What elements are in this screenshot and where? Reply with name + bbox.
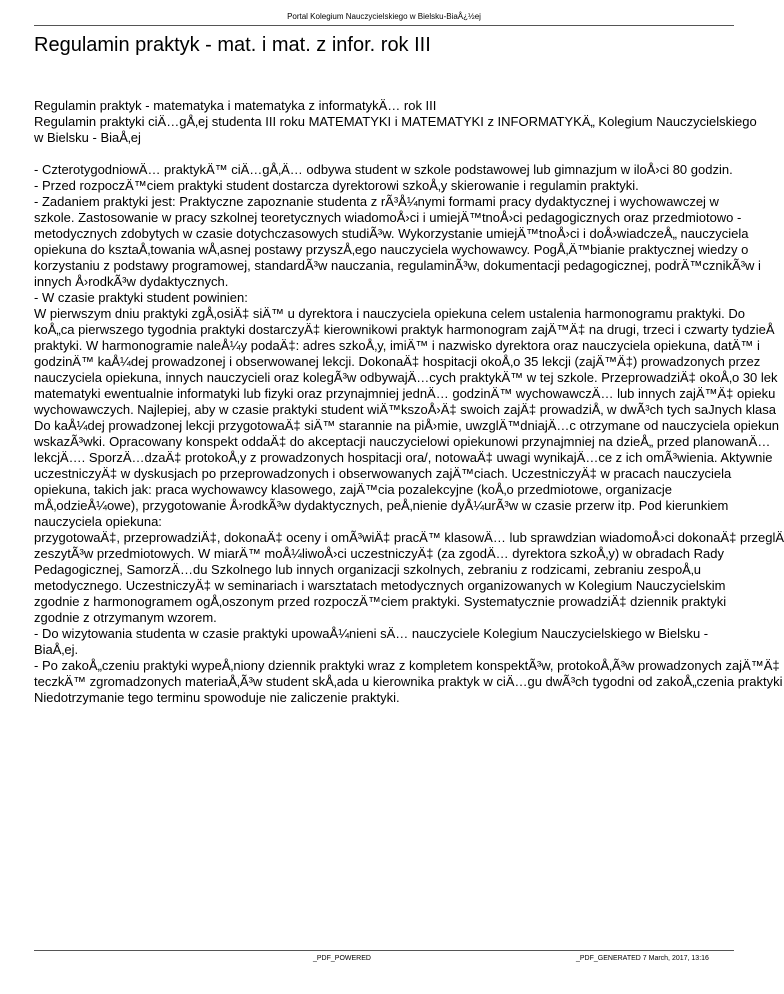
body-line: Niedotrzymanie tego terminu spowoduje nie zaliczenie praktyki. <box>34 690 400 705</box>
body-line: nauczyciela opiekuna, innych nauczycieli oraz kolegÃ³w odbywajÄ…cych praktykÄ™ w tej szkole. PrzeprowadziÄ‡ okoÅ‚o 30 lek <box>34 370 778 385</box>
body-line: zeszytÃ³w przedmiotowych. W miarÄ™ moÅ¼liwoÅ›ci uczestniczyÄ‡ (za zgodÄ… dyrektora szkoÅ‚y) w obradach Rady <box>34 546 724 561</box>
footer-powered: _PDF_POWERED <box>313 955 371 962</box>
intro-line: Regulamin praktyk - matematyka i matematyka z informatykÄ… rok III <box>34 98 437 113</box>
body-line: uczestniczyÄ‡ w dyskusjach po przeprowadzonych i obserwowanych zajÄ™ciach. UczestniczyÄ‡ w pracach nauczyciela <box>34 466 732 481</box>
body-line: lekcjÄ…. SporzÄ…dzaÄ‡ protokoÅ‚y z prowadzonych hospitacji ora/, notowaÄ‡ uwagi wynikajÄ…ce z ich omÃ³wienia. Aktywnie <box>34 450 773 465</box>
body-line: - W czasie praktyki student powinien: <box>34 290 248 305</box>
body-line: zgodnie z otrzymanym wzorem. <box>34 610 217 625</box>
page-title: Regulamin praktyk - mat. i mat. z infor. rok III <box>34 34 431 56</box>
body-line: praktyki. W harmonogramie naleÅ¼y podaÄ‡: adres szkoÅ‚y, imiÄ™ i nazwisko dyrektora oraz nauczyciela opiekuna, datÄ™ i <box>34 338 760 353</box>
body-line: matematyki ewentualnie informatyki lub fizyki oraz przynajmniej jednÄ… godzinÄ™ wychowawczÄ… lub innych zajÄ™Ä‡ opieku <box>34 386 776 401</box>
body-line: Pedagogicznej, SamorzÄ…du Szkolnego lub innych organizacji szkolnych, zebraniu z rodzicami, zebraniu zespoÅ‚u <box>34 562 701 577</box>
footer-generated: _PDF_GENERATED 7 March, 2017, 13:16 <box>576 955 709 962</box>
body-line: opiekuna, takich jak: praca wychowawcy klasowego, zajÄ™cia pozalekcyjne (koÅ‚o przedmiotowe, organizacje <box>34 482 673 497</box>
body-line: metodycznego. UczestniczyÄ‡ w seminariach i warsztatach metodycznych organizowanych w Kolegium Nauczycielskim <box>34 578 726 593</box>
body-line: - Po zakoÅ„czeniu praktyki wypeÅ‚niony dziennik praktyki wraz z kompletem konspektÃ³w, protokoÅ‚Ã³w prowadzonych zajÄ™Ä‡ <box>34 658 780 673</box>
intro-line: w Bielsku - BiaÅ‚ej <box>34 130 141 145</box>
intro-line: Regulamin praktyki ciÄ…gÅ‚ej studenta III roku MATEMATYKI i MATEMATYKI z INFORMATYKÄ„ Kolegium Nauczycielskiego <box>34 114 757 129</box>
body-line: metodycznych zdobytych w czasie dotychczasowych studiÃ³w. Wykorzystanie umiejÄ™tnoÅ›ci i doÅ›wiadczeÅ„ nauczyciela <box>34 226 749 241</box>
body-line: opiekuna do ksztaÅ‚towania wÅ‚asnej postawy przyszÅ‚ego nauczyciela wychowawcy. PogÅ‚Ä™bianie praktycznej wiedzy o <box>34 242 749 257</box>
body-line: nauczyciela opiekuna: <box>34 514 162 529</box>
footer-divider <box>34 950 734 951</box>
body-line: mÅ‚odzieÅ¼owe), przygotowanie Å›rodkÃ³w dydaktycznych, peÅ‚nienie dyÅ¼urÃ³w w czasie przerw itp. Pod kierunkiem <box>34 498 729 513</box>
body-line: wskazÃ³wki. Opracowany konspekt oddaÄ‡ do akceptacji nauczycielowi opiekunowi przynajmniej na dzieÅ„ przed planowanÄ… <box>34 434 771 449</box>
body-line: BiaÅ‚ej. <box>34 642 79 657</box>
page-header-title: Portal Kolegium Nauczycielskiego w Bielsku-BiaÅ¿½ej <box>287 12 481 21</box>
intro-block <box>34 98 768 146</box>
regulation-body <box>34 162 784 706</box>
body-line: wychowawczych. Najlepiej, aby w czasie praktyki student wiÄ™kszoÅ›Ä‡ swoich zajÄ‡ prowadziÅ‚ w dwÃ³ch tych saJnych klasa <box>34 402 777 417</box>
body-line: - Zadaniem praktyki jest: Praktyczne zapoznanie studenta z rÃ³Å¼nymi formami pracy dydaktycznej i wychowawczej w <box>34 194 719 209</box>
document-content <box>34 98 784 705</box>
body-line: innych Å›rodkÃ³w dydaktycznych. <box>34 274 229 289</box>
body-line: - Do wizytowania studenta w czasie praktyki upowaÅ¼nieni sÄ… nauczyciele Kolegium Nauczycielskiego w Bielsku - <box>34 626 709 641</box>
body-line: - Przed rozpoczÄ™ciem praktyki student dostarcza dyrektorowi szkoÅ‚y skierowanie i regulamin praktyki. <box>34 178 639 193</box>
header-divider <box>34 25 734 26</box>
body-line: godzinÄ™ kaÅ¼dej prowadzonej i obserwowanej lekcji. DokonaÄ‡ hospitacji okoÅ‚o 35 lekcji (zajÄ™Ä‡) prowadzonych przez <box>34 354 761 369</box>
body-line: przygotowaÄ‡, przeprowadziÄ‡, dokonaÄ‡ oceny i omÃ³wiÄ‡ pracÄ™ klasowÄ… lub sprawdzian wiadomoÅ›ci dokonaÄ‡ przeglÄ <box>34 530 784 545</box>
body-line: korzystaniu z podstawy programowej, standardÃ³w nauczania, regulaminÃ³w, dokumentacji pedagogicznej, podrÄ™cznikÃ³w i <box>34 258 761 273</box>
body-line: - CzterotygodniowÄ… praktykÄ™ ciÄ…gÅ‚Ä… odbywa student w szkole podstawowej lub gimnazjum w iloÅ›ci 80 godzin. <box>34 162 733 177</box>
body-line: W pierwszym dniu praktyki zgÅ‚osiÄ‡ siÄ™ u dyrektora i nauczyciela opiekuna celem ustalenia harmonogramu praktyki. Do <box>34 306 745 321</box>
body-line: zgodnie z harmonogramem ogÅ‚oszonym przed rozpoczÄ™ciem praktyki. Systematycznie prowadziÄ‡ dziennik praktyki <box>34 594 727 609</box>
body-line: szkole. Zastosowanie w pracy szkolnej teoretycznych wiadomoÅ›ci i umiejÄ™tnoÅ›ci pedagogicznych oraz przedmiotowo - <box>34 210 742 225</box>
body-line: Do kaÅ¼dej prowadzonej lekcji przygotowaÄ‡ siÄ™ starannie na piÅ›mie, uwzglÄ™dniajÄ…c otrzymane od nauczyciela opiekun <box>34 418 779 433</box>
body-line: koÅ„ca pierwszego tygodnia praktyki dostarczyÄ‡ kierownikowi praktyk harmonogram zajÄ™Ä‡ na drugi, trzeci i czwarty tydzieÅ <box>34 322 775 337</box>
body-line: teczkÄ™ zgromadzonych materiaÅ‚Ã³w student skÅ‚ada u kierownika praktyk w ciÄ…gu dwÃ³ch tygodni od zakoÅ„czenia praktyki <box>34 674 783 689</box>
